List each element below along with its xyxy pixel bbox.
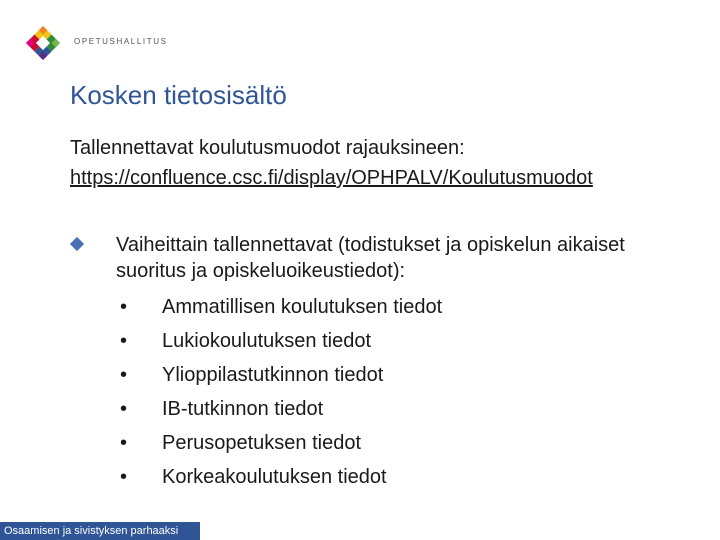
- list-item: [70, 426, 690, 460]
- intro-text: Tallennettavat koulutusmuodot rajauksineen:: [70, 137, 465, 159]
- slide-title: Kosken tietosisältö: [70, 80, 287, 110]
- logo-text: OPETUSHALLITUS: [74, 37, 168, 46]
- diamond-bullet-icon: [70, 237, 84, 251]
- list-item-label: Korkeakoulutuksen tiedot: [162, 466, 387, 488]
- bullet-dot-icon: •: [120, 432, 128, 454]
- list-item-label: IB-tutkinnon tiedot: [162, 398, 324, 420]
- bullet-dot-icon: •: [120, 330, 128, 352]
- bullet-dot-icon: •: [120, 296, 128, 318]
- list-item: [70, 324, 690, 358]
- main-bullet-item: [70, 232, 690, 494]
- confluence-link[interactable]: https://confluence.csc.fi/display/OPHPALV/Koulutusmuodot: [70, 167, 593, 189]
- list-item-label: Perusopetuksen tiedot: [162, 432, 362, 454]
- footer-banner: Osaamisen ja sivistyksen parhaaksi: [0, 522, 200, 540]
- list-item: [70, 290, 690, 324]
- list-item-label: Ylioppilastutkinnon tiedot: [162, 364, 384, 386]
- opetushallitus-logo-icon: [22, 22, 64, 64]
- list-item-label: Ammatillisen koulutuksen tiedot: [162, 296, 443, 318]
- list-item: [70, 358, 690, 392]
- bullet-dot-icon: •: [120, 398, 128, 420]
- list-item: [70, 460, 690, 494]
- list-item: [70, 392, 690, 426]
- bullet-dot-icon: •: [120, 466, 128, 488]
- intro-block: [70, 133, 593, 193]
- bullet-dot-icon: •: [120, 364, 128, 386]
- list-item-label: Lukiokoulutuksen tiedot: [162, 330, 372, 352]
- sub-bullet-list: [70, 290, 690, 494]
- main-bullet-text: Vaiheittain tallennettavat (todistukset ja opiskelun aikaiset suoritus ja opiskeluoikeustiedot):: [116, 234, 625, 282]
